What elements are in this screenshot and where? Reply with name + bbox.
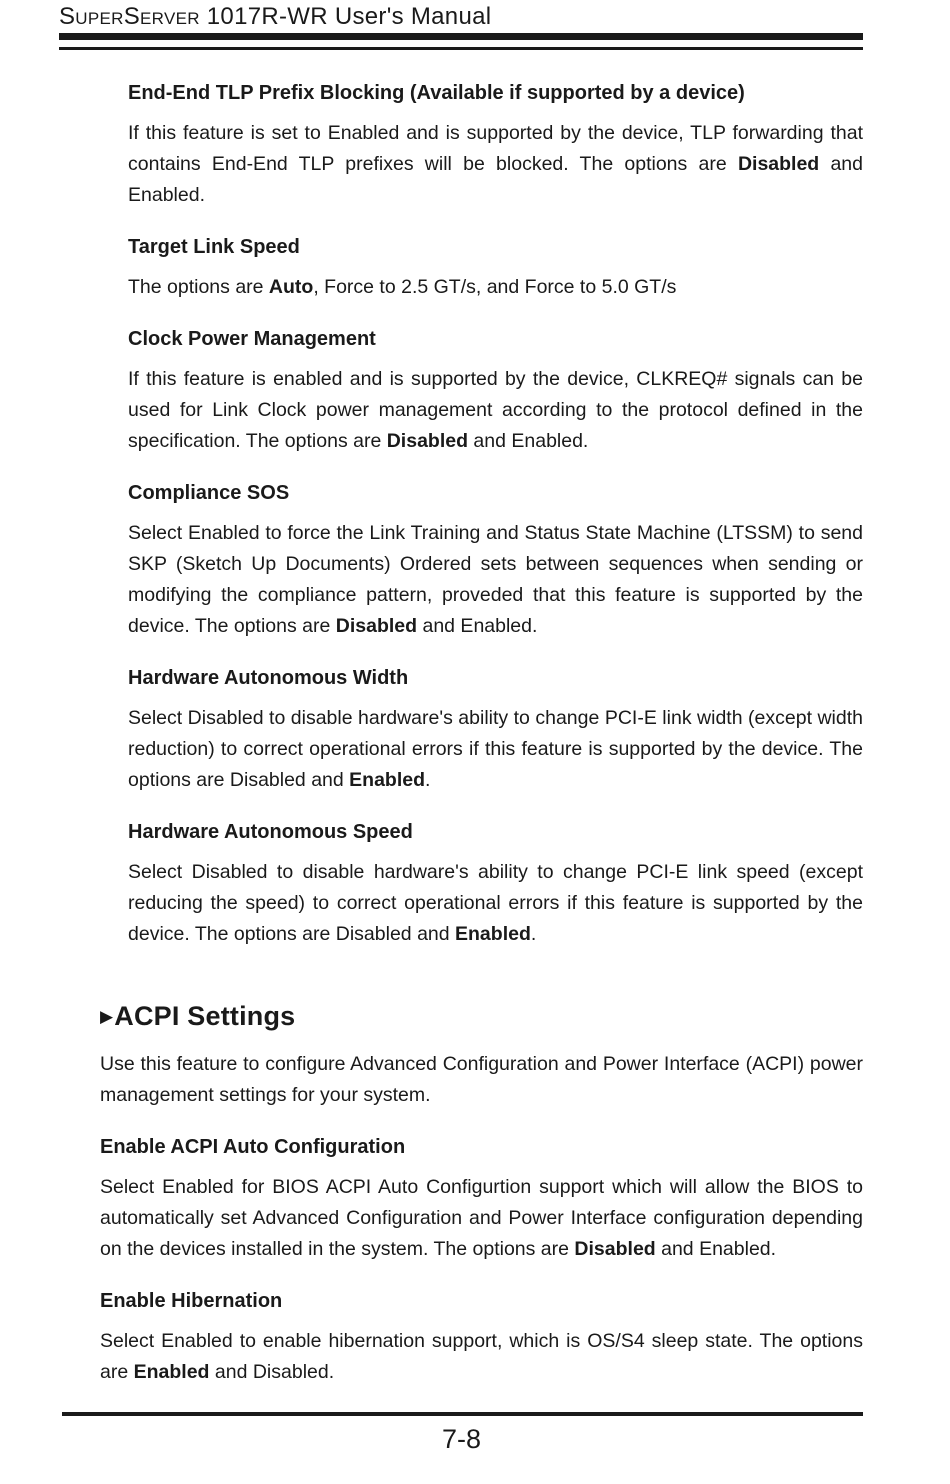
section-title-text: Clock Power Management xyxy=(128,328,376,350)
section-paragraph xyxy=(100,1049,863,1111)
section-title-text: Enable Hibernation xyxy=(100,1290,283,1312)
emphasized-option-text: Disabled xyxy=(386,430,468,452)
paragraph-text: Select Disabled to disable hardware's ability to change PCI-E link width (except width reduction) to correct operational errors if this feature is supported by the device. The options are Disabled and xyxy=(128,707,863,791)
paragraph-text: and Enabled. xyxy=(128,153,863,206)
paragraph-text: , Force to 2.5 GT/s, and Force to 5.0 GT/s xyxy=(313,276,677,298)
section-paragraph xyxy=(128,857,863,950)
paragraph-text: Select Disabled to disable hardware's ability to change PCI-E link speed (except reducing the speed) to correct operational errors if this feature is supported by the device. The options are Disabled and xyxy=(128,861,863,945)
paragraph-text: Select Enabled to force the Link Training and Status State Machine (LTSSM) to send SKP (Sketch Up Documents) Ordered sets between sequences when sending or modifying the compliance pattern, proveded that this feature is supported by the device. The options are xyxy=(128,522,863,637)
paragraph-text: If this feature is enabled and is supported by the device, CLKREQ# signals can be used for Link Clock power management according to the protocol defined in the specification. The options are xyxy=(128,368,863,452)
section-title-enable-hibernation xyxy=(100,1288,863,1314)
header-rule-thick xyxy=(59,33,863,40)
section-title-target-link-speed xyxy=(128,234,863,260)
header-rule-thin xyxy=(59,47,863,50)
section-paragraph xyxy=(128,703,863,796)
section-hardware-autonomous-speed xyxy=(128,819,863,950)
section-title-text: Enable ACPI Auto Configuration xyxy=(100,1136,406,1158)
paragraph-text: Use this feature to configure Advanced Configuration and Power Interface (ACPI) power management settings for your system. xyxy=(100,1053,863,1106)
section-title-acpi-settings xyxy=(100,999,863,1037)
emphasized-option-text: Enabled xyxy=(133,1361,210,1383)
section-title-text: Compliance SOS xyxy=(128,482,290,504)
section-enable-hibernation xyxy=(100,1288,863,1388)
section-title-text: End-End TLP Prefix Blocking (Available if supported by a device) xyxy=(128,82,745,104)
paragraph-text: and Enabled. xyxy=(655,1238,777,1260)
paragraph-text: If this feature is set to Enabled and is supported by the device, TLP forwarding that contains End-End TLP prefixes will be blocked. The options are xyxy=(128,122,863,175)
emphasized-option-text: Disabled xyxy=(737,153,820,175)
section-compliance-sos xyxy=(128,480,863,642)
paragraph-text: . xyxy=(530,923,537,945)
section-title-text: ACPI Settings xyxy=(114,1001,296,1031)
paragraph-text: The options are xyxy=(128,276,269,298)
page-number: 7-8 xyxy=(441,1424,482,1454)
section-paragraph xyxy=(128,364,863,457)
paragraph-text: and Enabled. xyxy=(417,615,538,637)
section-paragraph xyxy=(128,118,863,211)
section-title-text: Hardware Autonomous Width xyxy=(128,667,409,689)
section-target-link-speed xyxy=(128,234,863,303)
page-content xyxy=(0,68,950,1388)
section-title-hardware-autonomous-width xyxy=(128,665,863,691)
triangle-marker-icon: ▶ xyxy=(100,1007,114,1026)
emphasized-option-text: Auto xyxy=(268,276,314,298)
section-title-enable-acpi-auto-configuration xyxy=(100,1134,863,1160)
section-paragraph xyxy=(100,1172,863,1265)
section-hardware-autonomous-width xyxy=(128,665,863,796)
manual-title xyxy=(59,3,491,31)
emphasized-option-text: Enabled xyxy=(455,923,531,945)
emphasized-option-text: Disabled xyxy=(574,1238,656,1260)
section-paragraph xyxy=(128,272,863,303)
paragraph-text: Select Enabled for BIOS ACPI Auto Configurtion support which will allow the BIOS to automatically set Advanced Configuration and Power Interface configuration depending on the devices installed in the system. The options are xyxy=(100,1176,863,1260)
manual-title-rest: 1017R-WR User's Manual xyxy=(199,3,492,30)
section-title-text: Target Link Speed xyxy=(128,236,300,258)
paragraph-text: . xyxy=(425,769,431,791)
manual-title-brand: SuperServer xyxy=(59,3,200,30)
section-title-text: Hardware Autonomous Speed xyxy=(128,821,413,843)
paragraph-text: and Enabled. xyxy=(468,430,589,452)
section-title-end-end-tlp-prefix-blocking xyxy=(128,80,863,106)
section-enable-acpi-auto-configuration xyxy=(100,1134,863,1265)
paragraph-text: Select Enabled to enable hibernation support, which is OS/S4 sleep state. The options are xyxy=(100,1330,863,1383)
section-title-hardware-autonomous-speed xyxy=(128,819,863,845)
section-acpi-settings xyxy=(100,999,863,1111)
section-clock-power-management xyxy=(128,326,863,457)
section-end-end-tlp-prefix-blocking xyxy=(128,80,863,211)
section-title-compliance-sos xyxy=(128,480,863,506)
footer-rule xyxy=(62,1412,863,1416)
emphasized-option-text: Enabled xyxy=(349,769,426,791)
section-paragraph xyxy=(100,1326,863,1388)
paragraph-text: and Disabled. xyxy=(209,1361,335,1383)
emphasized-option-text: Disabled xyxy=(335,615,418,637)
section-title-clock-power-management xyxy=(128,326,863,352)
section-paragraph xyxy=(128,518,863,642)
